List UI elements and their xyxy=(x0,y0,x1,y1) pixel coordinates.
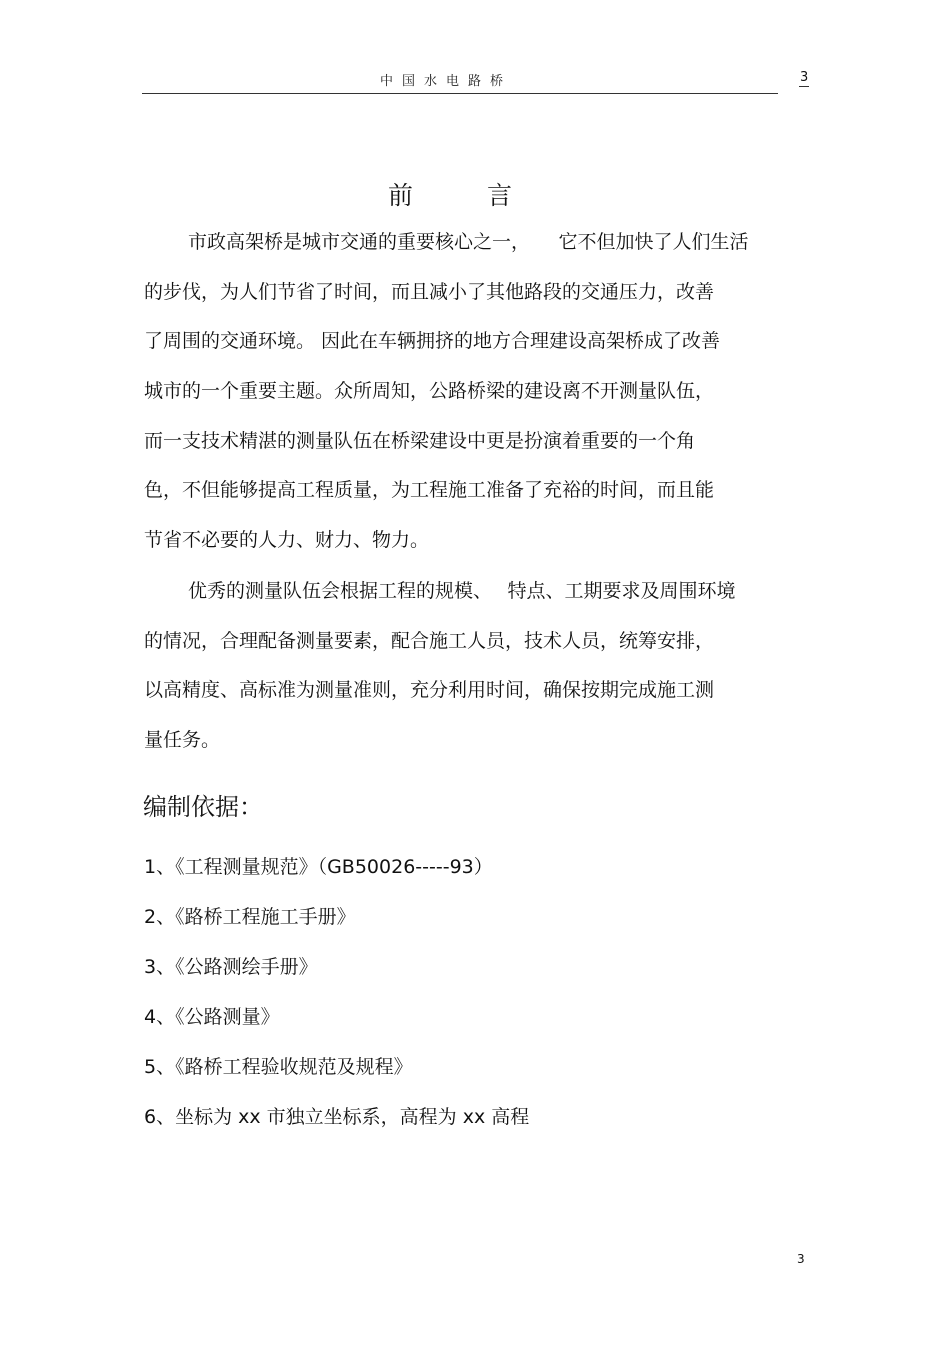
paragraph-line: 以高精度、高标准为测量准则，充分利用时间，确保按期完成施工测 xyxy=(144,679,715,702)
reference-item: 6、坐标为 xx 市独立坐标系，高程为 xx 高程 xyxy=(144,1106,530,1128)
preface-title xyxy=(388,176,512,212)
section-heading-basis: 编制依据： xyxy=(143,793,263,821)
reference-item: 5、《路桥工程验收规范及规程》 xyxy=(144,1056,413,1078)
header-divider xyxy=(142,93,778,94)
paragraph-line: 而一支技术精湛的测量队伍在桥梁建设中更是扮演着重要的一个角 xyxy=(144,429,696,452)
preface-paragraph-1 xyxy=(144,218,804,566)
paragraph-line: 节省不必要的人力、财力、物力。 xyxy=(144,529,430,552)
reference-list xyxy=(144,842,529,1142)
preface-paragraph-2 xyxy=(144,567,804,766)
footer-page-number: 3 xyxy=(797,1252,805,1266)
preface-title-char-2: 言 xyxy=(487,181,513,210)
paragraph-line: 的情况，合理配备测量要素，配合施工人员，技术人员，统筹安排， xyxy=(144,629,715,652)
paragraph-line: 色，不但能够提高工程质量，为工程施工准备了充裕的时间，而且能 xyxy=(144,479,715,502)
paragraph-line: 市政高架桥是城市交通的重要核心之一， 它不但加快了人们生活 xyxy=(188,231,749,253)
reference-item: 2、《路桥工程施工手册》 xyxy=(144,906,356,928)
reference-item: 3、《公路测绘手册》 xyxy=(144,956,318,978)
paragraph-line: 城市的一个重要主题。众所周知，公路桥梁的建设离不开测量队伍， xyxy=(144,380,715,403)
reference-item: 1、《工程测量规范》（GB50026-----93） xyxy=(144,856,493,878)
running-header-title: 中国水电路桥 xyxy=(380,74,513,89)
paragraph-line: 的步伐，为人们节省了时间，而且减小了其他路段的交通压力，改善 xyxy=(144,280,715,303)
paragraph-line: 量任务。 xyxy=(144,729,221,752)
preface-title-char-1: 前 xyxy=(388,181,414,210)
paragraph-line: 了周围的交通环境。 因此在车辆拥挤的地方合理建设高架桥成了改善 xyxy=(144,330,721,353)
header-page-number: 3 xyxy=(800,70,809,85)
reference-item: 4、《公路测量》 xyxy=(144,1006,280,1028)
paragraph-line: 优秀的测量队伍会根据工程的规模、 特点、工期要求及周围环境 xyxy=(188,580,736,602)
